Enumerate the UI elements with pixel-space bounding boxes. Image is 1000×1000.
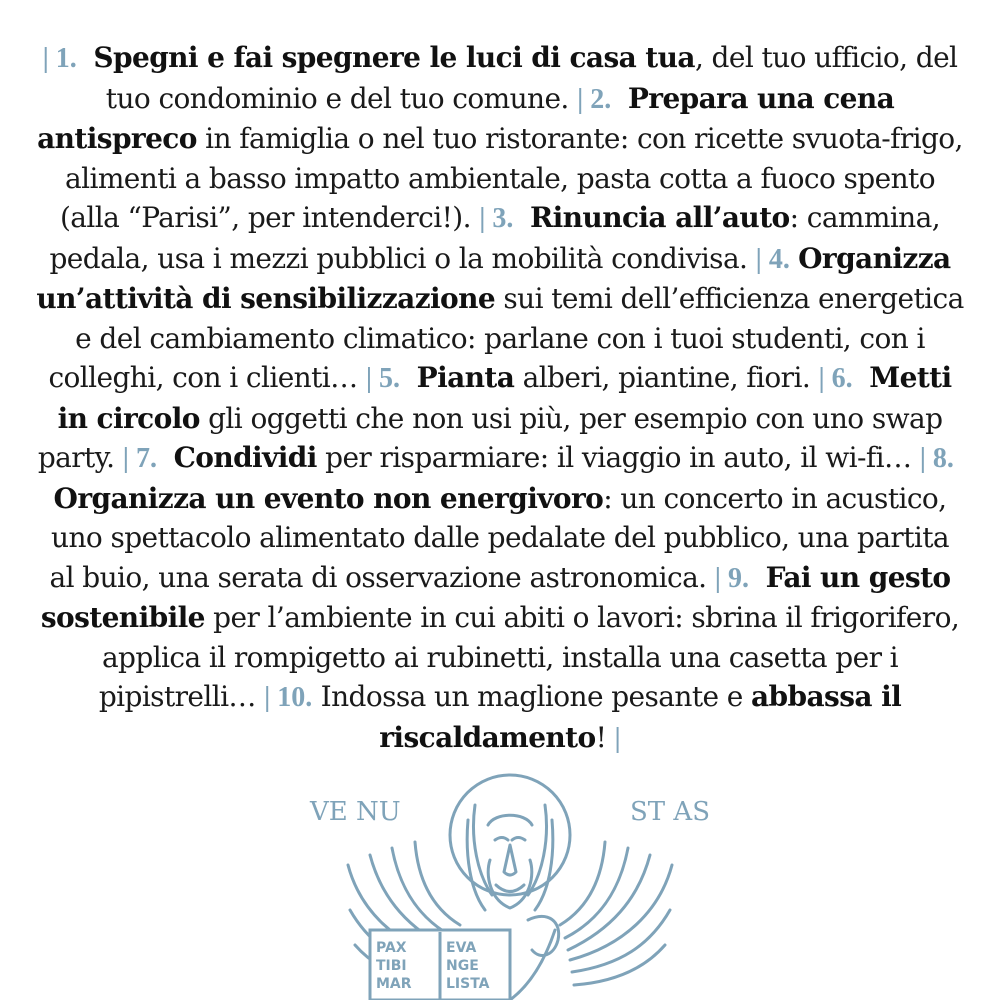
item-4-bold: Organizza un’attività di sensibilizzazione xyxy=(36,241,951,315)
motto-left: VE NU xyxy=(310,797,401,827)
item-9-text: per l’ambiente in cui abiti o lavori: sbrina il frigorifero, applica il rompigetto ai rubinetti, installa una casetta per i pipistrelli… xyxy=(98,601,960,713)
open-book-icon xyxy=(370,930,510,1000)
marker-2: | 2. xyxy=(577,83,612,115)
item-2-bold: Prepara una cena antispreco xyxy=(37,81,895,155)
marker-6: | 6. xyxy=(818,363,853,394)
item-10-bold: abbassa il riscaldamento xyxy=(379,680,902,754)
book-left-line-2: TIBI xyxy=(376,958,407,974)
item-9-bold: Fai un gesto sostenibile xyxy=(40,560,951,634)
item-8-text: : un concerto in acustico, uno spettacolo alimentato dalle pedalate del pubblico, una partita al buio, una serata di osservazione astronomica. xyxy=(49,481,949,594)
motto-right: ST AS xyxy=(630,797,711,827)
book-right-line-2: NGE xyxy=(446,958,479,974)
marker-5: | 5. xyxy=(365,363,401,394)
item-10-text: ! xyxy=(595,720,607,754)
marker-3: | 3. xyxy=(479,203,514,234)
item-3-text: : cammina, pedala, usa i mezzi pubblici o la mobilità condivisa. xyxy=(49,201,941,275)
item-5-text: alberi, piantine, fiori. xyxy=(514,361,811,394)
item-2-text: in famiglia o nel tuo ristorante: con ricette svuota-frigo, alimenti a basso impatto ambientale, pasta cotta a fuoco spento (alla “Parisi”, per intenderci!). xyxy=(59,122,963,234)
book-left-line-3: MAR xyxy=(376,976,412,992)
item-7-bold: Condividi xyxy=(173,441,317,474)
item-4-text: sui temi dell’efficienza energetica e del cambiamento climatico: parlane con i tuoi studenti, con i colleghi, con i clienti… xyxy=(48,282,964,394)
item-1-text: , del tuo ufficio, del tuo condominio e del tuo comune. xyxy=(105,41,958,115)
ten-actions-text xyxy=(36,38,964,758)
item-5-bold: Pianta xyxy=(416,361,515,394)
closing-marker: | xyxy=(614,722,621,754)
item-6-text: gli oggetti che non usi più, per esempio con uno swap party. xyxy=(37,401,943,474)
item-1-bold: Spegni e fai spegnere le luci di casa tua xyxy=(93,41,695,74)
item-8-bold: Organizza un evento non energivoro xyxy=(53,481,604,515)
item-6-bold: Metti in circolo xyxy=(57,361,952,435)
marker-9: | 9. xyxy=(714,562,749,594)
marker-7: | 7. xyxy=(122,443,157,474)
winged-lion-of-saint-mark-icon xyxy=(300,760,720,1000)
marker-1: | 1. xyxy=(42,43,77,74)
item-3-bold: Rinuncia all’auto xyxy=(529,201,790,234)
book-right-line-1: EVA xyxy=(446,940,477,956)
marker-4: | 4. xyxy=(755,243,790,275)
marker-8: | 8. xyxy=(919,443,954,474)
marker-10: | 10. xyxy=(264,682,313,713)
book-right-line-3: LISTA xyxy=(446,976,490,992)
item-10-pre: Indossa un maglione pesante e xyxy=(312,680,752,713)
book-left-line-1: PAX xyxy=(376,940,407,956)
item-7-text: per risparmiare: il viaggio in auto, il wi-fi… xyxy=(316,441,912,474)
